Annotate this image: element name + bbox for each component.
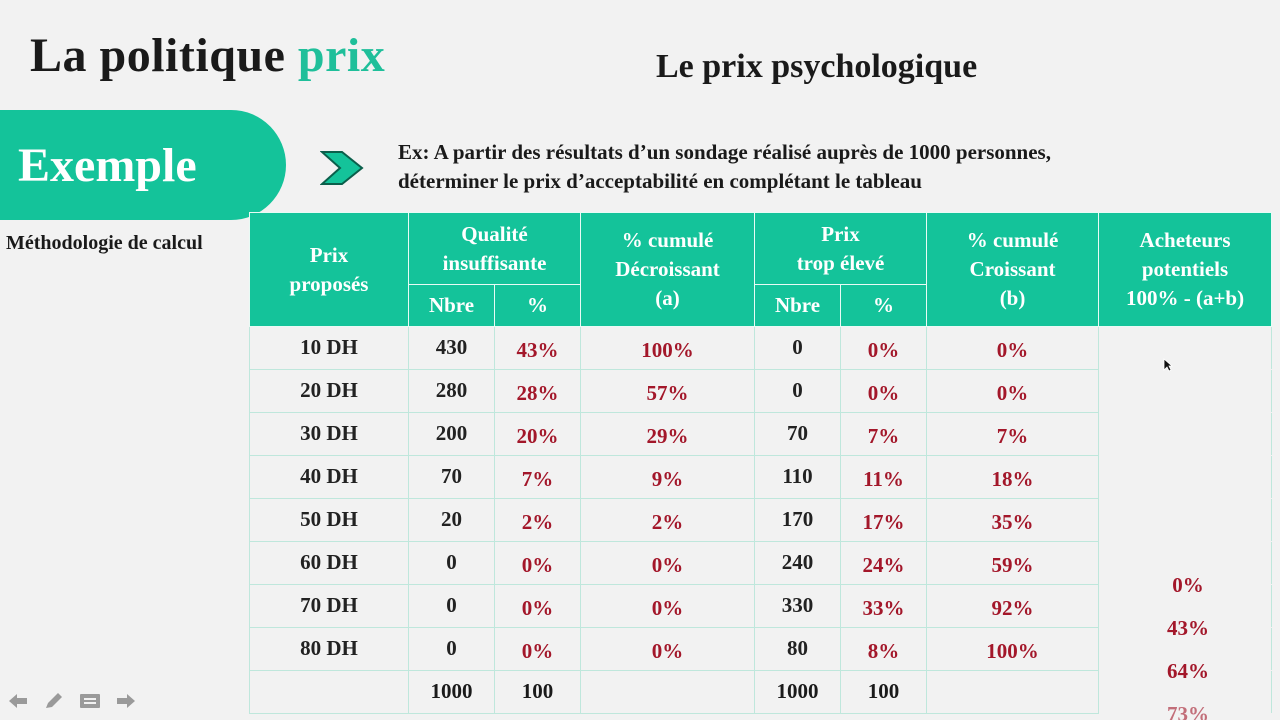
cell-qualite-pct: 20%	[495, 413, 581, 456]
cell-cumul-b: 18%	[927, 456, 1099, 499]
cell-cumul-a: 2%	[581, 499, 755, 542]
cell-qualite-pct: 0%	[495, 542, 581, 585]
cell-prix: 80 DH	[250, 628, 409, 671]
header-prix-proposes	[250, 213, 409, 327]
cell-trop-nbre: 240	[755, 542, 841, 585]
header-acheteurs-potentiels	[1099, 213, 1272, 327]
header-text: Acheteurs	[1139, 228, 1231, 252]
cell-trop-pct: 8%	[841, 628, 927, 671]
table-row	[250, 542, 1272, 585]
acheteurs-result: 73%	[1167, 702, 1209, 720]
cell-qualite-nbre: 20	[409, 499, 495, 542]
table-row	[250, 499, 1272, 542]
cell-cumul-a: 0%	[581, 542, 755, 585]
total-qualite-nbre: 1000	[409, 671, 495, 714]
header-text: (b)	[999, 286, 1026, 310]
cell-qualite-pct: 0%	[495, 628, 581, 671]
table-row	[250, 628, 1272, 671]
cell-trop-pct: 33%	[841, 585, 927, 628]
cell-cumul-a: 9%	[581, 456, 755, 499]
cell-qualite-nbre: 280	[409, 370, 495, 413]
forward-arrow-icon[interactable]	[114, 690, 138, 712]
cell-empty	[581, 671, 755, 714]
cell-trop-nbre: 70	[755, 413, 841, 456]
header-text: Qualité	[461, 221, 528, 246]
header-qualite-nbre: Nbre	[409, 285, 495, 327]
header-text: 100% - (a+b)	[1125, 286, 1245, 310]
example-statement	[398, 138, 1258, 196]
cell-prix: 20 DH	[250, 370, 409, 413]
header-qualite-pct: %	[495, 285, 581, 327]
mouse-cursor-icon	[1163, 358, 1173, 372]
cell-trop-nbre: 80	[755, 628, 841, 671]
total-trop-nbre: 1000	[755, 671, 841, 714]
cell-empty	[250, 671, 409, 714]
cell-qualite-pct: 43%	[495, 327, 581, 370]
cell-trop-nbre: 110	[755, 456, 841, 499]
table-row	[250, 413, 1272, 456]
table-row	[250, 370, 1272, 413]
exemple-banner	[0, 110, 286, 220]
cell-prix: 50 DH	[250, 499, 409, 542]
header-cumul-decroissant	[581, 213, 755, 327]
header-text: potentiels	[1141, 257, 1229, 281]
cell-cumul-b: 35%	[927, 499, 1099, 542]
cell-trop-pct: 24%	[841, 542, 927, 585]
header-cumul-croissant	[927, 213, 1099, 327]
header-text: (a)	[655, 286, 680, 310]
slide-subtitle: Le prix psychologique	[656, 48, 978, 85]
cell-prix: 70 DH	[250, 585, 409, 628]
cell-cumul-a: 29%	[581, 413, 755, 456]
slideshow-controls	[6, 690, 138, 712]
pen-icon[interactable]	[42, 690, 66, 712]
total-row	[250, 671, 1272, 714]
header-trop-nbre: Nbre	[755, 285, 841, 327]
slide-title	[30, 28, 385, 83]
cell-qualite-pct: 2%	[495, 499, 581, 542]
cell-trop-pct: 0%	[841, 327, 927, 370]
cell-cumul-b: 0%	[927, 327, 1099, 370]
methodology-label: Méthodologie de calcul	[6, 232, 203, 254]
cell-prix: 60 DH	[250, 542, 409, 585]
header-text: Décroissant	[615, 257, 720, 281]
header-trop-pct: %	[841, 285, 927, 327]
cell-trop-pct: 11%	[841, 456, 927, 499]
cell-trop-nbre: 170	[755, 499, 841, 542]
cell-cumul-a: 57%	[581, 370, 755, 413]
cell-qualite-pct: 28%	[495, 370, 581, 413]
cell-cumul-b: 100%	[927, 628, 1099, 671]
cell-qualite-pct: 7%	[495, 456, 581, 499]
cell-empty	[927, 671, 1099, 714]
header-prix-trop-eleve	[755, 213, 927, 285]
cell-prix: 10 DH	[250, 327, 409, 370]
header-text: Croissant	[969, 257, 1056, 281]
cell-qualite-nbre: 430	[409, 327, 495, 370]
total-qualite-pct: 100	[495, 671, 581, 714]
cell-cumul-a: 100%	[581, 327, 755, 370]
header-text: % cumulé	[966, 228, 1059, 252]
cell-cumul-a: 0%	[581, 585, 755, 628]
cell-qualite-nbre: 200	[409, 413, 495, 456]
cell-cumul-b: 92%	[927, 585, 1099, 628]
total-trop-pct: 100	[841, 671, 927, 714]
cell-trop-nbre: 0	[755, 327, 841, 370]
cell-trop-nbre: 0	[755, 370, 841, 413]
header-text: Prix	[821, 221, 860, 246]
acheteurs-result: 0%	[1172, 573, 1204, 597]
cell-cumul-b: 59%	[927, 542, 1099, 585]
cell-trop-nbre: 330	[755, 585, 841, 628]
menu-icon[interactable]	[78, 690, 102, 712]
exemple-label: Exemple	[18, 138, 197, 192]
header-text: insuffisante	[442, 250, 547, 275]
price-table	[249, 212, 1272, 714]
cell-cumul-a: 0%	[581, 628, 755, 671]
cell-acheteurs	[1099, 370, 1272, 413]
cell-qualite-nbre: 0	[409, 542, 495, 585]
cell-trop-pct: 0%	[841, 370, 927, 413]
back-arrow-icon[interactable]	[6, 690, 30, 712]
header-text: proposés	[289, 271, 369, 296]
cell-cumul-b: 7%	[927, 413, 1099, 456]
cell-acheteurs	[1099, 456, 1272, 499]
header-qualite-insuffisante	[409, 213, 581, 285]
example-line-1: Ex: A partir des résultats d’un sondage réalisé auprès de 1000 personnes,	[398, 140, 1051, 164]
cell-prix: 30 DH	[250, 413, 409, 456]
cell-prix: 40 DH	[250, 456, 409, 499]
cell-trop-pct: 17%	[841, 499, 927, 542]
table-row	[250, 456, 1272, 499]
cell-cumul-b: 0%	[927, 370, 1099, 413]
cell-acheteurs	[1099, 413, 1272, 456]
header-text: Prix	[309, 242, 349, 267]
cell-qualite-nbre: 70	[409, 456, 495, 499]
cell-qualite-nbre: 0	[409, 585, 495, 628]
example-line-2: déterminer le prix d’acceptabilité en complétant le tableau	[398, 169, 922, 193]
acheteurs-result: 43%	[1167, 616, 1209, 640]
title-part-accent: prix	[297, 29, 386, 82]
header-text: % cumulé	[621, 228, 714, 252]
chevron-right-icon	[320, 150, 364, 186]
table-row	[250, 585, 1272, 628]
acheteurs-result: 64%	[1167, 659, 1209, 683]
title-part-main: La politique	[30, 29, 298, 82]
cell-trop-pct: 7%	[841, 413, 927, 456]
cell-qualite-nbre: 0	[409, 628, 495, 671]
cell-qualite-pct: 0%	[495, 585, 581, 628]
cell-acheteurs	[1099, 327, 1272, 370]
cell-acheteurs	[1099, 499, 1272, 542]
header-text: trop élevé	[796, 250, 885, 275]
table-row	[250, 327, 1272, 370]
